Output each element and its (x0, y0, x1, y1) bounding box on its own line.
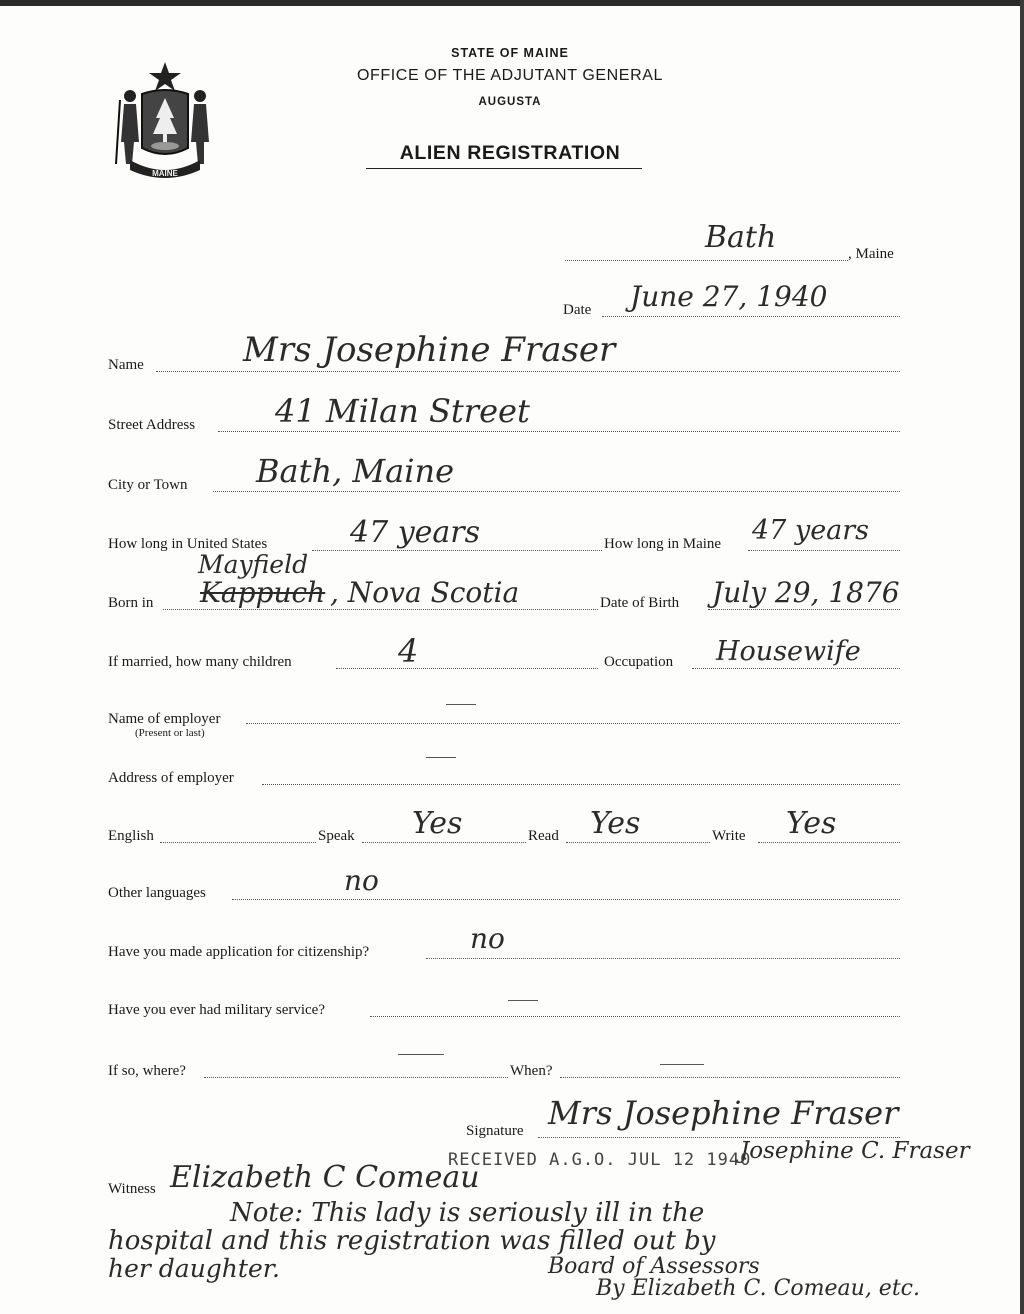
date-value: June 27, 1940 (630, 280, 828, 313)
children-value: 4 (398, 632, 419, 670)
signature-label: Signature (466, 1123, 524, 1139)
other-languages-value: no (344, 864, 379, 897)
date-line (602, 316, 900, 317)
note-line-2: hospital and this registration was filled out by (108, 1226, 716, 1256)
city-or-town-label: City or Town (108, 477, 188, 493)
title-underline (366, 168, 642, 169)
town-value: Bath (705, 220, 777, 255)
if-so-where-line (204, 1077, 508, 1078)
maine-label: , Maine (848, 246, 894, 262)
occupation-label: Occupation (604, 654, 674, 670)
english-line (160, 842, 316, 843)
header-state: STATE OF MAINE (451, 46, 569, 60)
write-value: Yes (786, 806, 837, 841)
military-dash (508, 1000, 538, 1001)
address-of-employer-dash (426, 757, 456, 758)
born-in-label: Born in (108, 595, 154, 611)
city-or-town-line (213, 491, 900, 492)
how-long-us-value: 47 years (350, 515, 481, 550)
note-line-5: By Elizabeth C. Comeau, etc. (596, 1276, 920, 1301)
scan-edge-right (1020, 0, 1024, 1314)
address-of-employer-label: Address of employer (108, 770, 234, 786)
how-long-us-label: How long in United States (108, 536, 268, 552)
name-of-employer-line (246, 723, 900, 724)
date-of-birth-label: Date of Birth (600, 595, 680, 611)
children-line (336, 668, 598, 669)
name-of-employer-label: Name of employer (108, 711, 221, 727)
read-line (566, 842, 710, 843)
name-line (156, 371, 900, 372)
note-line-4: Board of Assessors (548, 1254, 760, 1279)
read-label: Read (528, 828, 559, 844)
when-dash (660, 1064, 704, 1065)
when-line (560, 1077, 900, 1078)
received-stamp: RECEIVED A.G.O. JUL 12 1940 (448, 1150, 752, 1170)
header-city: AUGUSTA (478, 96, 542, 108)
military-label: Have you ever had military service? (108, 1002, 325, 1018)
citizenship-value: no (470, 922, 505, 955)
date-label: Date (563, 302, 592, 318)
write-label: Write (712, 828, 746, 844)
header-office: OFFICE OF THE ADJUTANT GENERAL (356, 67, 664, 84)
present-or-last-label: (Present or last) (135, 727, 205, 739)
occupation-line (692, 668, 900, 669)
born-in-struck-value: Kappuch (200, 576, 326, 609)
name-of-employer-dash (446, 704, 476, 705)
military-line (370, 1016, 900, 1017)
street-address-line (218, 431, 900, 432)
born-in-value: , Nova Scotia (330, 576, 520, 609)
how-long-maine-label: How long in Maine (604, 536, 722, 552)
write-line (758, 842, 900, 843)
how-long-maine-line (748, 550, 900, 551)
other-languages-label: Other languages (108, 885, 206, 901)
if-married-label: If married, how many children (108, 654, 292, 670)
address-of-employer-line (262, 784, 900, 785)
english-label: English (108, 828, 154, 844)
seal-banner-text: MAINE (152, 169, 178, 178)
witness-value: Elizabeth C Comeau (170, 1160, 480, 1195)
maine-state-seal-icon (110, 56, 220, 182)
speak-value: Yes (412, 806, 463, 841)
if-so-where-dash (398, 1054, 444, 1055)
if-so-where-label: If so, where? (108, 1063, 186, 1079)
date-of-birth-line (708, 609, 900, 610)
witness-label: Witness (108, 1181, 156, 1197)
when-label: When? (510, 1063, 553, 1079)
street-address-label: Street Address (108, 417, 196, 433)
note-line-1: Note: This lady is seriously ill in the (230, 1198, 705, 1228)
town-line (565, 260, 848, 261)
scan-edge-top (0, 0, 1024, 6)
note-line-3: her daughter. (108, 1254, 280, 1283)
citizenship-line (426, 958, 900, 959)
other-languages-line (232, 899, 900, 900)
speak-line (362, 842, 526, 843)
read-value: Yes (590, 806, 641, 841)
how-long-us-line (312, 550, 602, 551)
name-label: Name (108, 357, 144, 373)
street-address-value: 41 Milan Street (275, 392, 530, 430)
occupation-value: Housewife (716, 636, 861, 667)
born-in-correction: Mayfield (198, 550, 309, 579)
signature-value: Mrs Josephine Fraser (548, 1094, 899, 1132)
city-or-town-value: Bath, Maine (256, 452, 455, 490)
citizenship-label: Have you made application for citizenship? (108, 944, 370, 960)
signature-value-2: Josephine C. Fraser (740, 1138, 970, 1164)
how-long-maine-value: 47 years (752, 515, 870, 546)
name-value: Mrs Josephine Fraser (243, 330, 616, 370)
date-of-birth-value: July 29, 1876 (712, 576, 900, 609)
born-in-line (163, 609, 598, 610)
form-title: ALIEN REGISTRATION (399, 142, 621, 164)
speak-label: Speak (318, 828, 355, 844)
